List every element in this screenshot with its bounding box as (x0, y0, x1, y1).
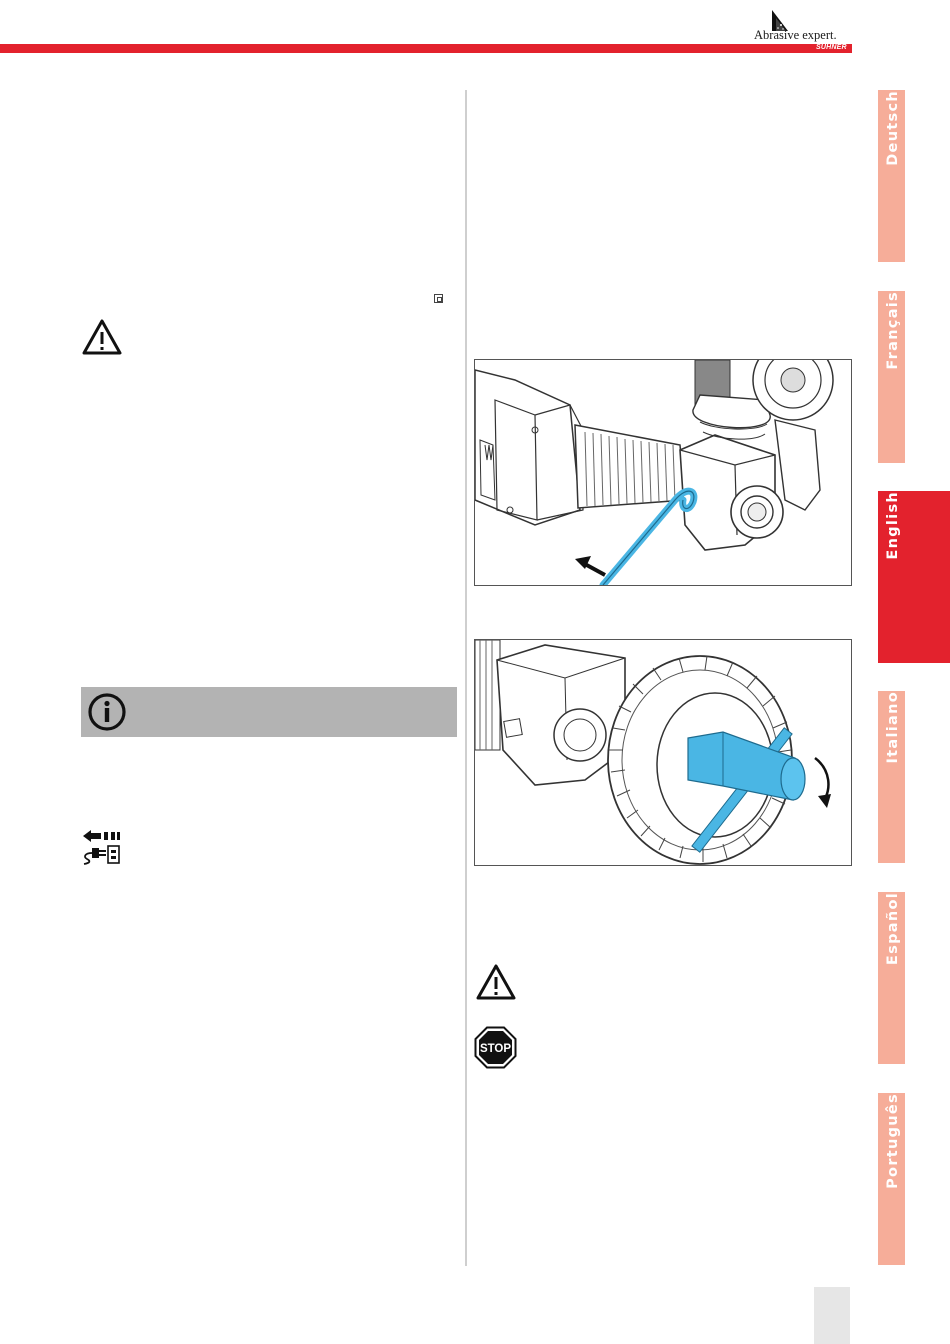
tab-portugues[interactable] (878, 1093, 905, 1265)
info-circle-icon (87, 692, 127, 732)
info-note-bar (81, 687, 457, 737)
double-insulation-icon (434, 294, 443, 303)
unplug-power-icon (81, 827, 123, 865)
tab-francais[interactable] (878, 291, 905, 463)
tab-label: English (885, 491, 901, 560)
tab-label: Español (885, 892, 901, 966)
figure-drawing (475, 640, 851, 865)
tab-label: Italiano (885, 691, 901, 764)
warning-triangle-icon (475, 963, 517, 1001)
figure-contact-wheel-mounting (474, 639, 852, 866)
header-red-band (0, 44, 852, 53)
tab-label: Deutsch (885, 90, 901, 166)
stop-sign-text: STOP (479, 1043, 512, 1055)
brand-slogan: Abrasive expert. (754, 28, 837, 42)
figure-drawing (475, 360, 851, 585)
column-divider (465, 90, 467, 1266)
brand-name: SUHNER (816, 44, 847, 51)
warning-triangle-icon (81, 318, 123, 356)
page-number-box (814, 1287, 850, 1344)
tab-label: Français (885, 291, 901, 370)
tab-english[interactable] (878, 491, 950, 663)
tab-deutsch[interactable] (878, 90, 905, 262)
tab-espanol[interactable] (878, 892, 905, 1064)
tab-label: Português (885, 1093, 901, 1189)
tab-italiano[interactable] (878, 691, 905, 863)
stop-sign-icon (474, 1026, 517, 1069)
figure-hex-key-loosening (474, 359, 852, 586)
